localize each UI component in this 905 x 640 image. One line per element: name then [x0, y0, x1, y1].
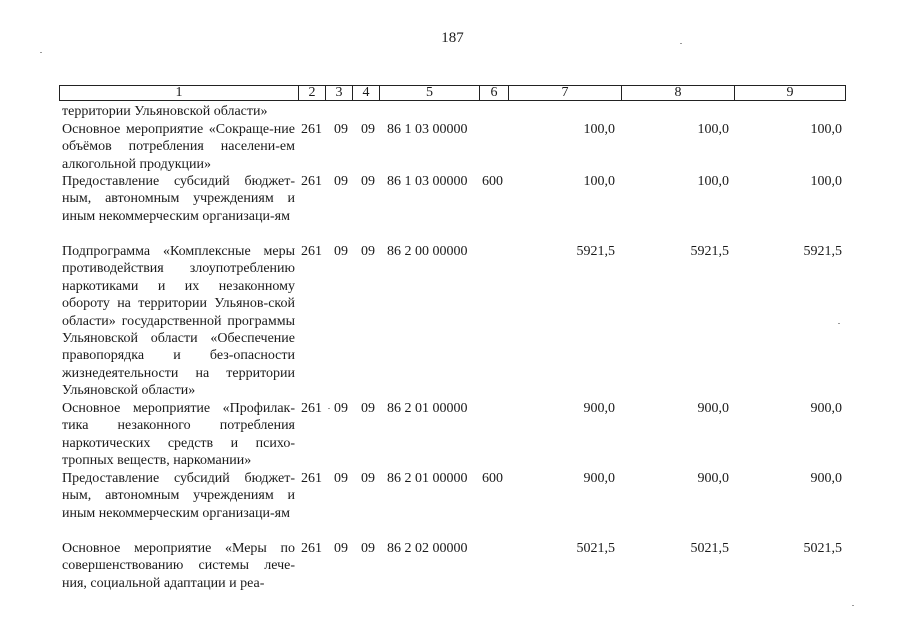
row-subsection-code: 09	[361, 122, 375, 137]
row-admin-code: 261	[301, 541, 322, 556]
row-subsection-code: 09	[361, 541, 375, 556]
row-subsection-code: 09	[361, 401, 375, 416]
row-subsection-code: 09	[361, 244, 375, 259]
row-target-code: 86 2 02 00000	[387, 541, 468, 556]
scan-speck	[328, 408, 330, 409]
row-value-col7: 900,0	[583, 471, 615, 486]
row-section-code: 09	[334, 471, 348, 486]
row-target-code: 86 2 00 00000	[387, 244, 468, 259]
row-description: Предоставление субсидий бюджет-ным, автономным учреждениям и иным некоммерческим организаци-ям	[62, 174, 295, 224]
row-value-col9: 900,0	[810, 401, 842, 416]
row-description: Основное мероприятие «Сокраще-ние объёмов потребления населени-ем алкогольной продукции»	[62, 122, 295, 172]
table-row	[0, 400, 905, 470]
row-section-code: 09	[334, 401, 348, 416]
row-value-col8: 100,0	[697, 122, 729, 137]
row-target-code: 86 1 03 00000	[387, 122, 468, 137]
column-header-2: 2	[299, 86, 326, 100]
scan-speck	[852, 605, 854, 606]
column-header-1: 1	[60, 86, 299, 100]
column-header-8: 8	[622, 86, 735, 100]
row-admin-code: 261	[301, 122, 322, 137]
table-row	[0, 103, 905, 121]
row-description: Предоставление субсидий бюджет-ным, автономным учреждениям и иным некоммерческим организаци-ям	[62, 471, 295, 521]
row-expense-type: 600	[482, 471, 503, 486]
row-value-col7: 100,0	[583, 122, 615, 137]
row-admin-code: 261	[301, 401, 322, 416]
column-header-6: 6	[480, 86, 509, 100]
row-value-col7: 5921,5	[576, 244, 615, 259]
row-section-code: 09	[334, 244, 348, 259]
row-section-code: 09	[334, 122, 348, 137]
row-value-col9: 900,0	[810, 471, 842, 486]
table-row	[0, 470, 905, 540]
row-admin-code: 261	[301, 174, 322, 189]
scan-speck	[680, 43, 682, 44]
row-value-col9: 5021,5	[803, 541, 842, 556]
row-expense-type: 600	[482, 174, 503, 189]
row-description: территории Ульяновской области»	[62, 104, 268, 119]
row-target-code: 86 2 01 00000	[387, 401, 468, 416]
table-row	[0, 173, 905, 243]
table-row	[0, 121, 905, 173]
row-description: Основное мероприятие «Профилак-тика незаконного потребления наркотических средств и психо-тропных веществ, наркомании»	[62, 401, 295, 469]
row-value-col9: 100,0	[810, 174, 842, 189]
row-description: Основное мероприятие «Меры по совершенствованию системы лече-ния, социальной адаптации и реа-	[62, 541, 295, 591]
row-subsection-code: 09	[361, 471, 375, 486]
row-admin-code: 261	[301, 244, 322, 259]
scan-speck	[838, 323, 840, 324]
row-admin-code: 261	[301, 471, 322, 486]
table-header	[59, 85, 846, 101]
table-row	[0, 243, 905, 400]
row-value-col8: 900,0	[697, 401, 729, 416]
column-header-9: 9	[786, 85, 794, 100]
column-header-7: 7	[509, 86, 622, 100]
table-body	[0, 103, 905, 600]
page-number: 187	[441, 30, 464, 46]
row-value-col7: 5021,5	[576, 541, 615, 556]
row-value-col8: 900,0	[697, 471, 729, 486]
column-header-3: 3	[326, 86, 353, 100]
row-value-col8: 100,0	[697, 174, 729, 189]
row-value-col9: 5921,5	[803, 244, 842, 259]
column-header-5: 5	[380, 86, 480, 100]
column-header-4: 4	[353, 86, 380, 100]
row-value-col7: 900,0	[583, 401, 615, 416]
row-section-code: 09	[334, 541, 348, 556]
row-value-col7: 100,0	[583, 174, 615, 189]
row-value-col8: 5921,5	[690, 244, 729, 259]
row-subsection-code: 09	[361, 174, 375, 189]
row-description: Подпрограмма «Комплексные меры противодействия злоупотреблению наркотиками и их незаконному обороту на территории Ульянов-ской области» государственной программы Ульяновской области «Обеспечение правопорядка и без-опасности жизнедеятельности на территории Ульяновской области»	[62, 244, 295, 399]
row-target-code: 86 2 01 00000	[387, 471, 468, 486]
row-value-col8: 5021,5	[690, 541, 729, 556]
row-section-code: 09	[334, 174, 348, 189]
scan-speck	[40, 52, 42, 53]
row-value-col9: 100,0	[810, 122, 842, 137]
row-target-code: 86 1 03 00000	[387, 174, 468, 189]
table-row	[0, 540, 905, 600]
